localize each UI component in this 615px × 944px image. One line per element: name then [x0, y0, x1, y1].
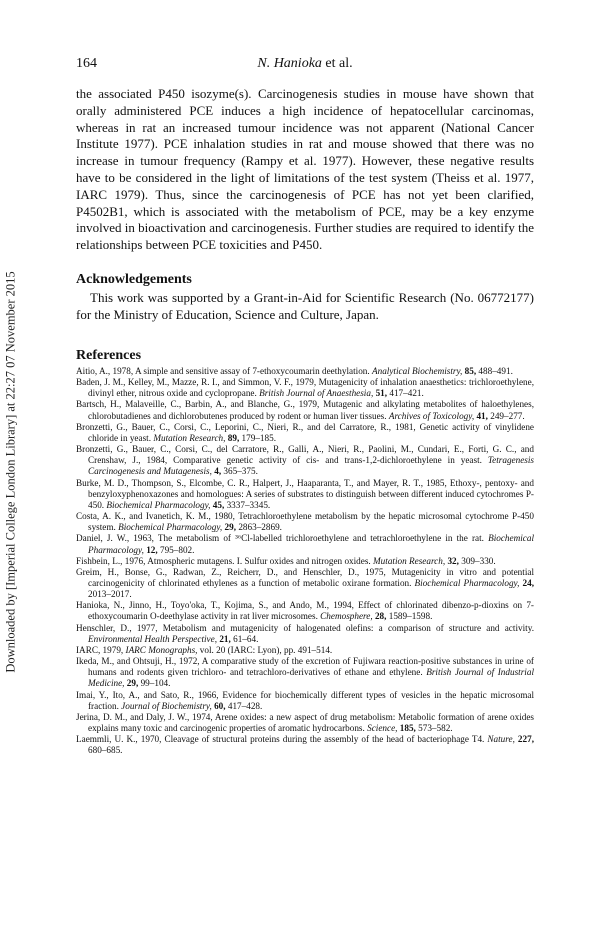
reference-text: Bronzetti, G., Bauer, C., Corsi, C., del Carratore, R., Galli, A., Nieri, R., Paolini, M., Cundari, E., Forti, G. C., and Crenshaw, J., 1984, Comparative genetic activity of cis- and trans-1,2-dichloroethylene in yeast.: [76, 444, 534, 466]
download-watermark: [4, 262, 18, 682]
reference-pages: 61–64.: [230, 633, 259, 644]
reference-pages: 249–277.: [487, 410, 525, 421]
page-header: [76, 56, 534, 74]
reference-list: [76, 366, 534, 756]
reference-text: Hanioka, N., Jinno, H., Toyo'oka, T., Kojima, S., and Ando, M., 1994, Effect of chlorinated dibenzo-p-dioxins on 7-ethoxycoumarin O-deethylase activity in rat liver microsomes.: [76, 600, 534, 622]
reference-journal: British Journal of Anaesthesia,: [259, 388, 374, 399]
reference-item: [76, 399, 534, 421]
reference-item: [76, 690, 534, 712]
reference-text: Imai, Y., Ito, A., and Sato, R., 1966, Evidence for biochemically different types of vesicles in the hepatic microsomal fraction.: [76, 689, 534, 711]
reference-pages: 309–330.: [458, 555, 496, 566]
reference-volume: 29,: [222, 522, 237, 533]
reference-text: Bartsch, H., Malaveille, C., Barbin, A., and Blanche, G., 1979, Mutagenic and alkylating metabolites of haloethylenes, chlorobutadienes and dichlorobutenes produced by rodent or human liver tissues.: [76, 399, 534, 421]
reference-pages: 488–491.: [476, 366, 513, 376]
reference-text: Aitio, A., 1978, A simple and sensitive assay of 7-ethoxycoumarin deethylation.: [76, 366, 372, 376]
reference-item: [76, 366, 534, 377]
reference-pages: 2013–2017.: [88, 589, 132, 600]
reference-journal: Environmental Health Perspective,: [88, 633, 218, 644]
running-head-author: N. Hanioka: [257, 56, 322, 71]
reference-text: Burke, M. D., Thompson, S., Elcombe, C. R., Halpert, J., Haaparanta, T., and Mayer, R. T., 1985, Ethoxy-, pentoxy- and benzyloxyphenoxazones and homologues: A series of substrates to distinguish between different induced cytochromes P-450.: [76, 477, 534, 510]
reference-volume: 51,: [373, 388, 388, 399]
reference-journal: Analytical Biochemistry,: [372, 366, 463, 376]
reference-item: [76, 734, 534, 756]
reference-text: IARC, 1979,: [76, 644, 126, 655]
reference-volume: 41,: [474, 410, 488, 421]
reference-item: [76, 623, 534, 645]
reference-pages: 795–802.: [157, 544, 195, 555]
references-heading: References: [76, 348, 142, 363]
acknowledgements-heading: Acknowledgements: [76, 272, 192, 287]
reference-text: Henschler, D., 1977, Metabolism and mutagenicity of halogenated olefins: a comparison of structure and activity.: [76, 622, 534, 633]
reference-volume: 29,: [124, 678, 139, 689]
reference-volume: 45,: [210, 499, 225, 510]
reference-pages: vol. 20 (IARC: Lyon), pp. 491–514.: [197, 644, 333, 655]
reference-pages: 573–582.: [415, 723, 453, 733]
reference-item: [76, 478, 534, 511]
reference-journal: Science,: [367, 723, 398, 733]
reference-volume: 227,: [514, 734, 535, 745]
reference-pages: 2863–2869.: [236, 522, 282, 533]
running-head: [76, 56, 534, 72]
body-paragraph: the associated P450 isozyme(s). Carcinogenesis studies in mouse have shown that orally administered PCE induces a high incidence of hepatocellular carcinomas, whereas in rat an increased tumour incidence was not apparent (National Cancer Institute 1977). PCE inhalation studies in rat and mouse showed that there was no increase in tumour frequency (Rampy et al. 1977). However, these negative results have to be considered in the light of limitations of the test system (Theiss et al. 1977, IARC 1979). Thus, since the carcinogenesis of PCE has not yet been clarified, P4502B1, which is associated with the metabolism of PCE, may be a key enzyme involved in bioactivation and carcinogenesis. Further studies are required to identify the relationships between PCE toxicities and P450.: [76, 86, 534, 253]
body-text: [76, 86, 534, 254]
reference-text: Ikeda, M., and Ohtsuji, H., 1972, A comparative study of the excretion of Fujiwara reaction-positive substances in urine of humans and rodents given trichloro- and tetrachloro-derivatives of ethane and ethylene.: [76, 656, 534, 678]
reference-volume: 185,: [397, 723, 416, 733]
reference-journal: Mutation Research,: [153, 432, 226, 443]
reference-text: Costa, A. K., and Ivanetich, K. M., 1980, Tetrachloroethylene metabolism by the hepatic microsomal cytochrome P-450 system.: [76, 511, 534, 533]
reference-pages: 365–375.: [221, 466, 258, 477]
reference-pages: 417–428.: [225, 700, 263, 711]
reference-pages: 680–685.: [88, 745, 123, 756]
reference-journal: Biochemical Pharmacology,: [88, 533, 534, 555]
reference-volume: 89,: [225, 432, 240, 443]
reference-volume: 12,: [143, 544, 158, 555]
reference-text: Bronzetti, G., Bauer, C., Corsi, C., Leporini, C., Nieri, R., and del Carratore, R., 1981, Genetic activity of vinylidene chloride in yeast.: [76, 421, 534, 443]
reference-item: [76, 422, 534, 444]
reference-journal: Biochemical Pharmacology,: [118, 522, 223, 533]
reference-journal: Biochemical Pharmacology,: [414, 577, 520, 588]
reference-journal: Mutation Research,: [373, 555, 446, 566]
reference-item: [76, 600, 534, 622]
reference-item: [76, 377, 534, 399]
reference-pages: 1589–1598.: [386, 611, 433, 622]
reference-journal: Chemosphere,: [320, 611, 373, 622]
reference-pages: 99–104.: [138, 678, 171, 689]
reference-item: [76, 656, 534, 689]
reference-volume: 28,: [372, 611, 387, 622]
reference-item: [76, 712, 534, 734]
download-watermark-text: Downloaded by [Imperial College London Library] at 22:27 07 November 2015: [3, 271, 18, 673]
reference-journal: Tetragenesis Carcinogenesis and Mutagenesis,: [88, 455, 534, 477]
reference-journal: Journal of Biochemistry,: [121, 700, 212, 711]
reference-text: Jerina, D. M., and Daly, J. W., 1974, Arene oxides: a new aspect of drug metabolism: Metabolic formation of arene oxides explains many toxic and carcinogenic properties of aromatic hydrocarbons.: [76, 711, 534, 733]
reference-item: [76, 444, 534, 477]
running-head-suffix: et al.: [321, 56, 353, 71]
acknowledgements-text: This work was supported by a Grant-in-Aid for Scientific Research (No. 06772177) for the Ministry of Education, Science and Culture, Japan.: [76, 290, 534, 322]
reference-pages: 417–421.: [387, 388, 424, 399]
reference-text: Greim, H., Bonse, G., Radwan, Z., Reicherr, D., and Henschler, D., 1975, Mutagenicity in vitro and potential carcinogenicity of chlorinated ethylenes as a function of metabolic oxirane formation.: [76, 566, 534, 588]
reference-journal: British Journal of Industrial Medicine,: [88, 667, 534, 689]
reference-pages: 179–185.: [239, 432, 276, 443]
reference-journal: Biochemical Pharmacology,: [106, 499, 211, 510]
reference-text: Daniel, J. W., 1963, The metabolism of ³⁶Cl-labelled trichloroethylene and tetrachloroethylene in the rat.: [76, 533, 489, 544]
reference-item: [76, 511, 534, 533]
reference-text: Fishbein, L., 1976, Atmospheric mutagens. I. Sulfur oxides and nitrogen oxides.: [76, 555, 374, 566]
reference-journal: Archives of Toxicology,: [388, 410, 475, 421]
reference-item: [76, 567, 534, 600]
page-number: 164: [76, 56, 97, 71]
reference-pages: 3337–3345.: [224, 499, 271, 510]
reference-item: [76, 533, 534, 555]
reference-volume: 60,: [211, 700, 226, 711]
reference-volume: 4,: [211, 466, 222, 477]
reference-volume: 21,: [217, 633, 231, 644]
reference-text: Baden, J. M., Kelley, M., Mazze, R. I., and Simmon, V. F., 1979, Mutagenicity of inhalation anaesthetics: trichloroethylene, divinyl ether, nitrous oxide and cyclopropane.: [76, 377, 534, 399]
reference-journal: Nature,: [487, 734, 515, 745]
reference-journal: IARC Monographs,: [125, 644, 198, 655]
reference-text: Laemmli, U. K., 1970, Cleavage of structural proteins during the assembly of the head of bacteriophage T4.: [76, 734, 488, 745]
reference-volume: 85,: [462, 366, 477, 376]
reference-item: [76, 645, 534, 656]
reference-volume: 32,: [445, 555, 459, 566]
reference-item: [76, 556, 534, 567]
reference-volume: 24,: [519, 577, 534, 588]
